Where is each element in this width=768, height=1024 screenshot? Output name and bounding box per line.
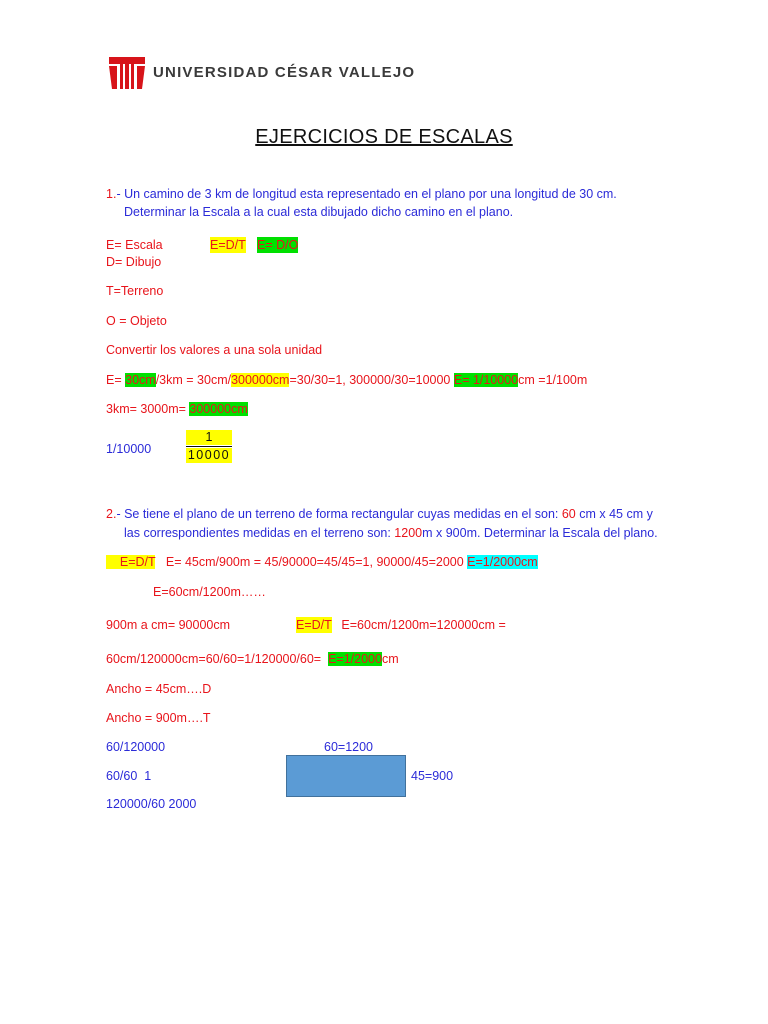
ex2-work-line3: 120000/60 2000 bbox=[106, 797, 197, 811]
fraction-numerator: 1 bbox=[186, 430, 232, 445]
ex2-calc-line3: 900m a cm= 90000cm bbox=[106, 618, 231, 632]
fraction-denominator: 10000 bbox=[187, 448, 231, 462]
ex1-terreno-def: T=Terreno bbox=[106, 284, 164, 298]
rect-label-right: 45=900 bbox=[411, 769, 454, 783]
ex1-ratio: 1/10000 bbox=[106, 442, 152, 456]
ex1-objeto-def: O = Objeto bbox=[106, 314, 167, 328]
ex1-convert-note: Convertir los valores a una sola unidad bbox=[106, 343, 323, 357]
ex1-fraction bbox=[186, 430, 232, 463]
fraction-bar bbox=[186, 446, 232, 447]
ex1-calculation: E= 30cm/3km = 30cm/300000cm=30/30=1, 300000/30=10000 E= 1/10000cm =1/100m bbox=[106, 373, 588, 387]
ex1-dibujo-def: D= Dibujo bbox=[106, 255, 162, 269]
ex1-formula-dt: E=D/T bbox=[210, 238, 246, 252]
ex1-number: 1. bbox=[106, 187, 117, 201]
ex2-question-line1: 2.- Se tiene el plano de un terreno de forma rectangular cuyas medidas en el son: 60 cm x 45 cm y bbox=[106, 507, 653, 521]
ex1-formula-do: E= D/O bbox=[257, 238, 299, 252]
ex2-formula-dt: E=D/T bbox=[296, 618, 332, 632]
terrain-rectangle bbox=[286, 755, 406, 797]
university-name: UNIVERSIDAD CÉSAR VALLEJO bbox=[153, 64, 416, 81]
ex2-number: 2. bbox=[106, 507, 117, 521]
ex2-calc-line3-result: E=60cm/1200m=120000cm = bbox=[331, 618, 506, 632]
ex2-work-line2: 60/60 1 bbox=[106, 769, 152, 783]
ex1-question-line1: 1.- Un camino de 3 km de longitud esta representado en el plano por una longitud de 30 cm. bbox=[106, 187, 617, 201]
ex2-calc-line1: E=D/T E= 45cm/900m = 45/90000=45/45=1, 90000/45=2000 E=1/2000cm bbox=[106, 555, 538, 569]
ex2-ancho-t: Ancho = 900m….T bbox=[106, 711, 211, 725]
ex2-work-line1: 60/120000 bbox=[106, 740, 166, 754]
university-logo-icon bbox=[107, 55, 147, 91]
rect-label-top: 60=1200 bbox=[324, 740, 374, 754]
ex2-calc-line4: 60cm/120000cm=60/60=1/120000/60= E=1/2000cm bbox=[106, 652, 399, 666]
ex2-ancho-d: Ancho = 45cm….D bbox=[106, 682, 212, 696]
ex1-escala-def: E= Escala bbox=[106, 238, 163, 252]
ex2-calc-line2: E=60cm/1200m…… bbox=[153, 585, 266, 599]
page-title: EJERCICIOS DE ESCALAS bbox=[255, 126, 513, 148]
ex1-conversion: 3km= 3000m= 300000cm bbox=[106, 402, 248, 416]
ex2-question-line2: las correspondientes medidas en el terreno son: 1200m x 900m. Determinar la Escala del plano. bbox=[124, 526, 658, 540]
ex1-question-line2: Determinar la Escala a la cual esta dibujado dicho camino en el plano. bbox=[124, 205, 514, 219]
